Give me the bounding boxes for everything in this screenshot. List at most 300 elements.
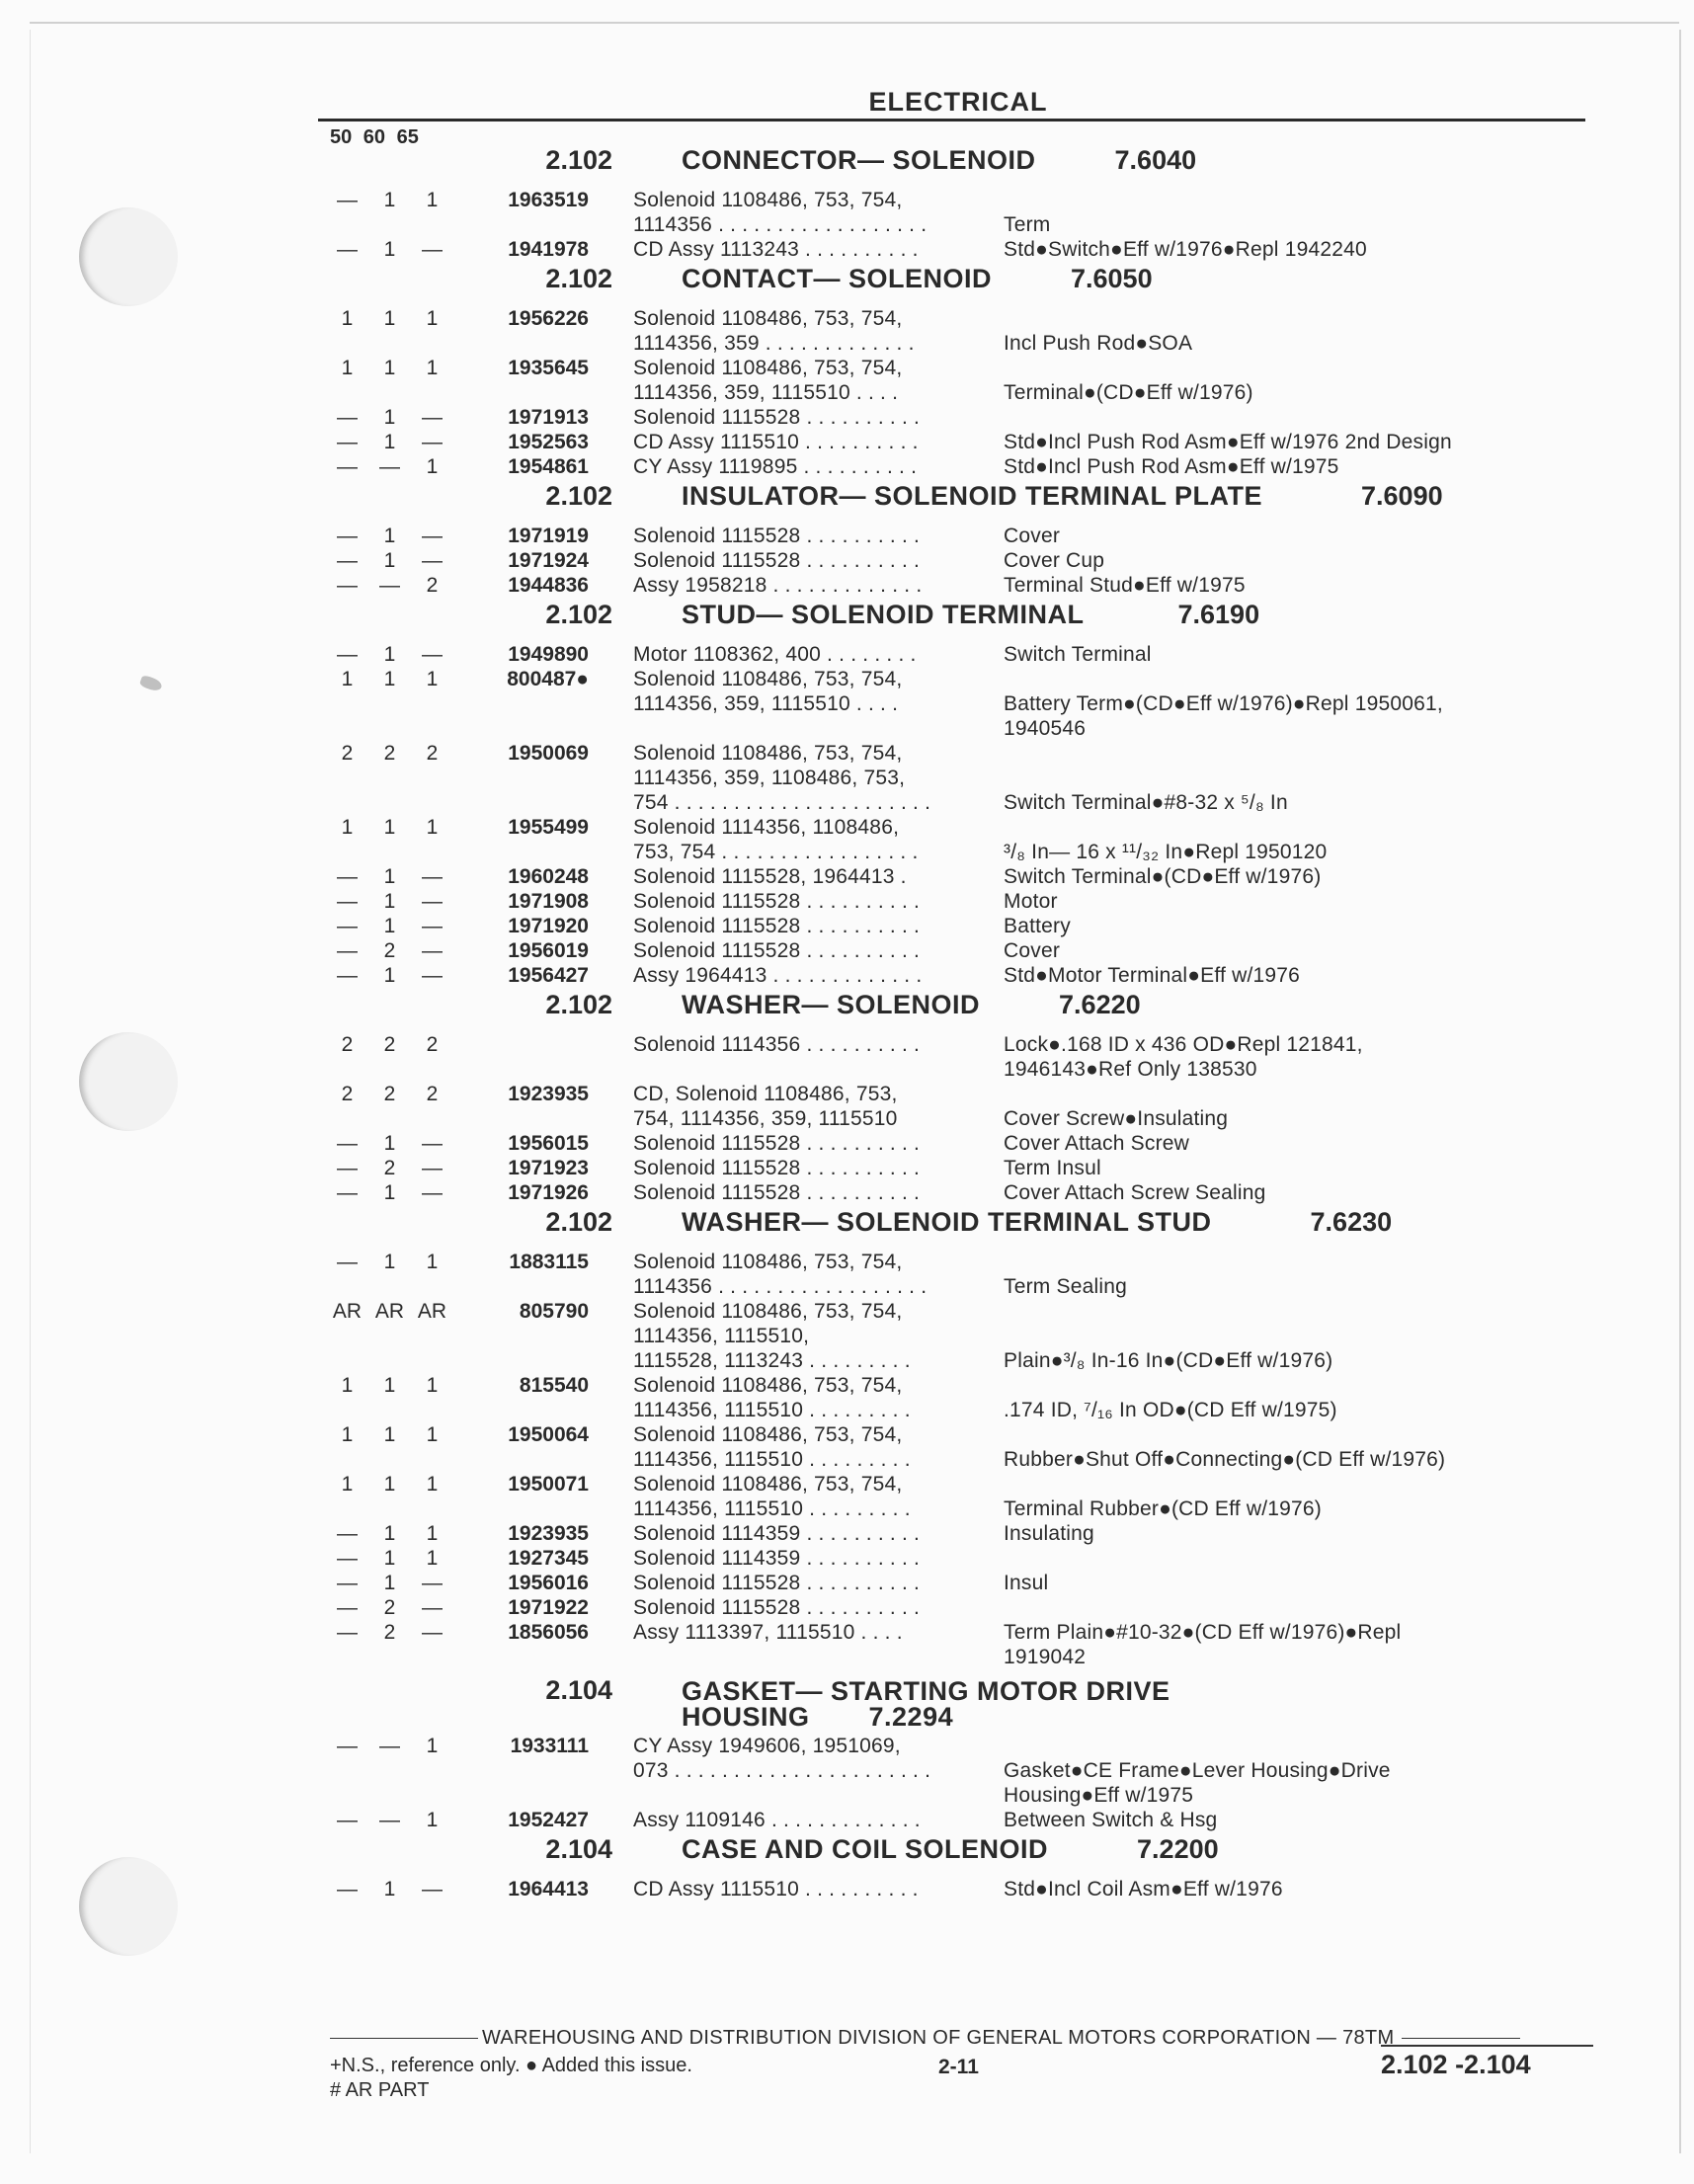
part-row [326, 1472, 1600, 1521]
part-notes: Insul [1004, 1572, 1049, 1594]
qty-1960: 1 [383, 525, 396, 547]
qty-1965: — [422, 890, 443, 913]
section-name: CONNECTOR— SOLENOID [682, 145, 1036, 175]
qty-1965: — [422, 1157, 443, 1179]
section-name-line: GASKET— STARTING MOTOR DRIVE [682, 1676, 1170, 1706]
part-row [326, 1422, 1600, 1472]
part-row [326, 454, 1600, 479]
part-usage: CD Assy 1115510 . . . . . . . . . . [633, 431, 919, 453]
part-row [326, 963, 1600, 988]
part-usage: CD Assy 1113243 . . . . . . . . . . [633, 238, 919, 261]
part-notes: Battery Term●(CD●Eff w/1976)●Repl 1950061, 1940546 [1004, 692, 1443, 740]
section-code: 2.104 [545, 1675, 612, 1705]
qty-1950: 2 [341, 1033, 354, 1056]
part-number: 1923935 [508, 1083, 589, 1105]
section-number: 7.6190 [1177, 600, 1260, 629]
section-code: 2.102 [545, 600, 612, 629]
part-number: 1960248 [508, 865, 589, 888]
qty-1950: 1 [341, 357, 354, 379]
part-notes: Cover Screw●Insulating [1004, 1107, 1229, 1130]
part-number: 1927345 [508, 1547, 589, 1570]
qty-1960: 1 [383, 1522, 396, 1545]
part-notes: Std●Motor Terminal●Eff w/1976 [1004, 964, 1301, 987]
part-usage: Solenoid 1108486, 753, 754, 1114356, 359, 1115510 . . . . [633, 357, 903, 404]
part-number: 1941978 [508, 238, 589, 261]
part-usage: Solenoid 1108486, 753, 754, 1114356, 359, 1115510 . . . . [633, 668, 903, 715]
part-usage: CY Assy 1949606, 1951069, 073 . . . . . . . . . . . . . . . . . . . . . . [633, 1735, 931, 1782]
qty-1950: 1 [341, 668, 354, 690]
qty-1965: 1 [426, 1522, 439, 1545]
qty-1965: — [422, 643, 443, 666]
qty-1960: 1 [383, 406, 396, 429]
qty-1960: 1 [383, 189, 396, 211]
qty-1965: — [422, 1621, 443, 1644]
part-usage: Solenoid 1114359 . . . . . . . . . . [633, 1547, 921, 1570]
footer-division-text: WAREHOUSING AND DISTRIBUTION DIVISION OF GENERAL MOTORS CORPORATION — 78TM [482, 2027, 1395, 2049]
part-notes: Terminal Stud●Eff w/1975 [1004, 574, 1246, 597]
part-usage: Solenoid 1115528 . . . . . . . . . . [633, 1157, 921, 1179]
section-name: STUD— SOLENOID TERMINAL [682, 600, 1085, 629]
part-row [326, 188, 1600, 237]
part-number: 1950069 [508, 742, 589, 765]
section-code: 2.102 [545, 990, 612, 1019]
part-usage: Solenoid 1115528 . . . . . . . . . . [633, 1572, 921, 1594]
part-usage: Solenoid 1108486, 753, 754, 1114356 . . . . . . . . . . . . . . . . . . [633, 1251, 928, 1298]
part-row [326, 1734, 1600, 1808]
part-row [326, 1082, 1600, 1131]
part-row [326, 1180, 1600, 1205]
qty-1960: 1 [383, 1473, 396, 1496]
part-usage: Solenoid 1108486, 753, 754, 1114356, 1115510 . . . . . . . . . [633, 1473, 911, 1520]
section-number: 7.6090 [1361, 481, 1443, 511]
qty-1950: — [337, 1547, 358, 1570]
part-number: 1971924 [508, 549, 589, 572]
qty-1960: 1 [383, 1374, 396, 1397]
qty-1960: 1 [383, 307, 396, 330]
qty-1960: 1 [383, 865, 396, 888]
qty-1965: — [422, 549, 443, 572]
part-usage: Solenoid 1115528 . . . . . . . . . . [633, 939, 921, 962]
part-notes: Plain●³/₈ In-16 In●(CD●Eff w/1976) [1004, 1349, 1333, 1372]
range-rule [1381, 2045, 1593, 2047]
catalog-section [326, 990, 1600, 1205]
qty-1965: 2 [426, 1033, 439, 1056]
part-row [326, 306, 1600, 356]
part-row [326, 1250, 1600, 1299]
part-number: 800487● [507, 668, 589, 690]
qty-1950: — [337, 1572, 358, 1594]
part-number: 1956016 [508, 1572, 589, 1594]
catalog-section [326, 264, 1600, 479]
part-row [326, 237, 1600, 262]
qty-1960: — [379, 1735, 400, 1757]
section-code: 2.102 [545, 264, 612, 293]
qty-1960: 2 [383, 1157, 396, 1179]
qty-1965: 1 [426, 668, 439, 690]
qty-1960: 1 [383, 1423, 396, 1446]
part-notes: Term Sealing [1004, 1275, 1127, 1298]
section-code: 2.104 [545, 1834, 612, 1864]
part-notes: Rubber●Shut Off●Connecting●(CD Eff w/1976) [1004, 1448, 1446, 1471]
qty-1965: 1 [426, 189, 439, 211]
part-number: 1923935 [508, 1522, 589, 1545]
qty-1965: 1 [426, 307, 439, 330]
part-usage: Solenoid 1114359 . . . . . . . . . . [633, 1522, 921, 1545]
part-notes: Cover Attach Screw Sealing [1004, 1181, 1266, 1204]
section-heading [326, 600, 1600, 642]
catalog-section [326, 1834, 1600, 1901]
qty-1950: — [337, 964, 358, 987]
qty-1960: — [379, 1809, 400, 1831]
part-number: 1964413 [508, 1878, 589, 1901]
part-row [326, 1521, 1600, 1546]
part-usage: Motor 1108362, 400 . . . . . . . . [633, 643, 917, 666]
part-row [326, 667, 1600, 741]
footer-rule-right [1402, 2038, 1520, 2039]
part-usage: Assy 1109146 . . . . . . . . . . . . . [633, 1809, 921, 1831]
part-row [326, 741, 1600, 815]
section-code: 2.102 [545, 481, 612, 511]
part-row [326, 405, 1600, 430]
qty-1950: — [337, 406, 358, 429]
part-usage: Solenoid 1115528 . . . . . . . . . . [633, 1132, 921, 1155]
part-usage: Solenoid 1115528 . . . . . . . . . . [633, 406, 921, 429]
section-name-line: HOUSING 7.2294 [682, 1702, 954, 1732]
qty-1950: — [337, 1809, 358, 1831]
qty-1960: 1 [383, 915, 396, 937]
qty-1965: 1 [426, 1374, 439, 1397]
part-usage: Solenoid 1108486, 753, 754, 1114356 . . . . . . . . . . . . . . . . . . [633, 189, 928, 236]
qty-1960: 1 [383, 238, 396, 261]
part-row [326, 1373, 1600, 1422]
part-row [326, 642, 1600, 667]
footer-division [330, 2027, 1520, 2050]
part-number: 1963519 [508, 189, 589, 211]
qty-1960: — [379, 455, 400, 478]
qty-1965: — [422, 1132, 443, 1155]
section-number: 7.6050 [1071, 264, 1153, 293]
part-notes: Cover Cup [1004, 549, 1105, 572]
qty-1965: — [422, 964, 443, 987]
qty-1965: — [422, 1181, 443, 1204]
qty-1950: — [337, 643, 358, 666]
model-year-column-heads: 50 60 65 [330, 126, 419, 148]
part-row [326, 914, 1600, 938]
qty-1950: — [337, 1181, 358, 1204]
part-usage: CD, Solenoid 1108486, 753, 754, 1114356, 359, 1115510 [633, 1083, 898, 1130]
qty-1965: 1 [426, 1547, 439, 1570]
part-usage: Solenoid 1115528 . . . . . . . . . . [633, 1181, 921, 1204]
part-notes: Std●Incl Coil Asm●Eff w/1976 [1004, 1878, 1283, 1901]
qty-1965: 1 [426, 816, 439, 839]
part-row [326, 524, 1600, 548]
section-heading [326, 990, 1600, 1032]
part-number: 1950064 [508, 1423, 589, 1446]
section-number: 7.6040 [1114, 145, 1197, 175]
part-row [326, 1595, 1600, 1620]
part-number: 1971920 [508, 915, 589, 937]
qty-1965: — [422, 431, 443, 453]
page-number: 2-11 [938, 2056, 979, 2078]
qty-1960: 1 [383, 1878, 396, 1901]
part-row [326, 356, 1600, 405]
section-number: 7.6220 [1059, 990, 1141, 1019]
qty-1950: 2 [341, 1083, 354, 1105]
qty-1965: — [422, 525, 443, 547]
part-usage: Solenoid 1108486, 753, 754, 1114356, 1115510 . . . . . . . . . [633, 1423, 911, 1471]
part-number: 1956427 [508, 964, 589, 987]
part-notes: Term Insul [1004, 1157, 1101, 1179]
part-number: 1971919 [508, 525, 589, 547]
qty-1960: 1 [383, 549, 396, 572]
section-range: 2.102 -2.104 [1381, 2050, 1531, 2079]
qty-1950: 1 [341, 307, 354, 330]
qty-1950: — [337, 1132, 358, 1155]
qty-1960: 1 [383, 1572, 396, 1594]
qty-1965: — [422, 1596, 443, 1619]
part-number: 1971923 [508, 1157, 589, 1179]
section-code: 2.102 [545, 1207, 612, 1237]
part-notes: Incl Push Rod●SOA [1004, 332, 1193, 355]
catalog-section [326, 600, 1600, 988]
part-number: 815540 [519, 1374, 589, 1397]
qty-1960: 2 [383, 1621, 396, 1644]
qty-1965: 1 [426, 1251, 439, 1273]
section-code: 2.102 [545, 145, 612, 175]
qty-1950: — [337, 574, 358, 597]
part-usage: Solenoid 1114356 . . . . . . . . . . [633, 1033, 921, 1056]
catalog-section [326, 481, 1600, 598]
page-title: ELECTRICAL [868, 87, 1048, 117]
part-notes: Between Switch & Hsg [1004, 1809, 1218, 1831]
qty-1960: 1 [383, 1251, 396, 1273]
part-usage: Solenoid 1108486, 753, 754, 1114356, 1115510 . . . . . . . . . [633, 1374, 911, 1421]
part-usage: Solenoid 1115528 . . . . . . . . . . [633, 915, 921, 937]
qty-1950: AR [332, 1300, 363, 1323]
part-number: 1954861 [508, 455, 589, 478]
part-row [326, 1299, 1600, 1373]
qty-1950: — [337, 431, 358, 453]
part-notes: .174 ID, ⁷/₁₆ In OD●(CD Eff w/1975) [1004, 1399, 1337, 1421]
qty-1950: — [337, 915, 358, 937]
part-number: 805790 [519, 1300, 589, 1323]
part-row [326, 1877, 1600, 1901]
part-usage: Solenoid 1115528 . . . . . . . . . . [633, 1596, 921, 1619]
section-number: 7.2200 [1137, 1834, 1219, 1864]
qty-1950: — [337, 189, 358, 211]
part-row [326, 573, 1600, 598]
part-usage: Solenoid 1115528, 1964413 . [633, 865, 907, 888]
section-heading [326, 481, 1600, 524]
qty-1950: 1 [341, 1473, 354, 1496]
qty-1950: 1 [341, 1374, 354, 1397]
part-row [326, 1131, 1600, 1156]
part-number: 1956226 [508, 307, 589, 330]
qty-1960: 2 [383, 1033, 396, 1056]
part-row [326, 1156, 1600, 1180]
qty-1960: 2 [383, 1596, 396, 1619]
part-row [326, 1571, 1600, 1595]
section-heading [326, 1834, 1600, 1877]
part-usage: Assy 1113397, 1115510 . . . . [633, 1621, 903, 1644]
qty-1950: — [337, 238, 358, 261]
qty-1965: 1 [426, 357, 439, 379]
qty-1950: — [337, 1735, 358, 1757]
qty-1950: — [337, 1621, 358, 1644]
qty-1960: 1 [383, 890, 396, 913]
qty-1965: — [422, 865, 443, 888]
part-number: 1856056 [508, 1621, 589, 1644]
part-notes: Switch Terminal●#8-32 x ⁵/₈ In [1004, 791, 1288, 814]
section-number: 7.2294 [868, 1702, 954, 1732]
qty-1965: — [422, 406, 443, 429]
qty-1950: 1 [341, 816, 354, 839]
part-row [326, 1032, 1600, 1082]
qty-1960: 1 [383, 1181, 396, 1204]
part-notes: Cover Attach Screw [1004, 1132, 1190, 1155]
part-notes: Cover [1004, 939, 1061, 962]
part-notes: Motor [1004, 890, 1058, 913]
part-notes: Term Plain●#10-32●(CD Eff w/1976)●Repl 1919042 [1004, 1621, 1402, 1668]
qty-1950: — [337, 1596, 358, 1619]
qty-1960: 2 [383, 1083, 396, 1105]
section-heading [326, 1207, 1600, 1250]
qty-1950: — [337, 865, 358, 888]
qty-1965: 1 [426, 1809, 439, 1831]
qty-1965: 1 [426, 1473, 439, 1496]
part-number: 1971926 [508, 1181, 589, 1204]
part-notes: Std●Incl Push Rod Asm●Eff w/1975 [1004, 455, 1339, 478]
part-notes: Term [1004, 213, 1051, 236]
qty-1950: — [337, 890, 358, 913]
page-edge-left [30, 30, 31, 2153]
part-usage: Assy 1964413 . . . . . . . . . . . . . [633, 964, 923, 987]
part-notes: Lock●.168 ID x 436 OD●Repl 121841, 1946143●Ref Only 138530 [1004, 1033, 1363, 1081]
qty-1960: 2 [383, 742, 396, 765]
section-name: WASHER— SOLENOID [682, 990, 981, 1019]
qty-1960: 2 [383, 939, 396, 962]
qty-1965: 2 [426, 742, 439, 765]
part-row [326, 889, 1600, 914]
part-notes: Terminal●(CD●Eff w/1976) [1004, 381, 1253, 404]
qty-1960: 1 [383, 816, 396, 839]
part-usage: CY Assy 1119895 . . . . . . . . . . [633, 455, 918, 478]
catalog-section [326, 1674, 1600, 1832]
binder-hole-bottom [79, 1857, 178, 1956]
part-number: 1956019 [508, 939, 589, 962]
section-name: WASHER— SOLENOID TERMINAL STUD [682, 1207, 1212, 1237]
part-number: 1883115 [509, 1251, 589, 1273]
part-notes: Terminal Rubber●(CD Eff w/1976) [1004, 1497, 1322, 1520]
qty-1960: — [379, 574, 400, 597]
footnote-ar-part: # AR PART [330, 2079, 430, 2101]
part-number: 1971922 [508, 1596, 589, 1619]
section-name: INSULATOR— SOLENOID TERMINAL PLATE [682, 481, 1263, 511]
part-notes: Std●Incl Push Rod Asm●Eff w/1976 2nd Design [1004, 431, 1452, 453]
part-notes: ³/₈ In— 16 x ¹¹/₃₂ In●Repl 1950120 [1004, 841, 1328, 863]
footnote-reference: +N.S., reference only. ● Added this issue. [330, 2055, 692, 2076]
stray-mark [139, 675, 164, 693]
qty-1950: — [337, 549, 358, 572]
part-row [326, 1546, 1600, 1571]
qty-1950: — [337, 939, 358, 962]
qty-1965: 2 [426, 1083, 439, 1105]
part-number: 1955499 [508, 816, 589, 839]
part-number: 1944836 [508, 574, 589, 597]
parts-catalog [326, 145, 1600, 1901]
qty-1950: — [337, 455, 358, 478]
section-heading [326, 1674, 1600, 1734]
part-notes: Gasket●CE Frame●Lever Housing●Drive Housing●Eff w/1975 [1004, 1759, 1391, 1807]
catalog-section [326, 145, 1600, 262]
qty-1950: — [337, 525, 358, 547]
part-number: 1950071 [508, 1473, 589, 1496]
part-number: 1971908 [508, 890, 589, 913]
section-name: CONTACT— SOLENOID [682, 264, 992, 293]
part-number: 1949890 [508, 643, 589, 666]
part-number: 1935645 [508, 357, 589, 379]
section-number: 7.6230 [1310, 1207, 1393, 1237]
qty-1965: — [422, 915, 443, 937]
part-number: 1933111 [510, 1735, 589, 1757]
qty-1965: 1 [426, 1423, 439, 1446]
qty-1950: 1 [341, 1423, 354, 1446]
part-row [326, 1620, 1600, 1669]
section-heading [326, 145, 1600, 188]
qty-1965: — [422, 238, 443, 261]
part-usage: Assy 1958218 . . . . . . . . . . . . . [633, 574, 923, 597]
qty-1960: AR [374, 1300, 405, 1323]
qty-1950: — [337, 1522, 358, 1545]
part-number: 1971913 [508, 406, 589, 429]
part-row [326, 938, 1600, 963]
qty-1965: 2 [426, 574, 439, 597]
part-notes: Insulating [1004, 1522, 1094, 1545]
section-name [682, 1678, 1170, 1730]
qty-1950: — [337, 1157, 358, 1179]
page-edge-top [30, 22, 1679, 24]
qty-1960: 1 [383, 964, 396, 987]
part-usage: Solenoid 1108486, 753, 754, 1114356, 359, 1108486, 753, 754 . . . . . . . . . . . . . . . . . . . . . . [633, 742, 931, 814]
part-number: 1952427 [508, 1809, 589, 1831]
qty-1965: — [422, 939, 443, 962]
part-usage: Solenoid 1115528 . . . . . . . . . . [633, 525, 921, 547]
part-usage: CD Assy 1115510 . . . . . . . . . . [633, 1878, 919, 1901]
section-heading [326, 264, 1600, 306]
binder-hole-top [79, 207, 178, 306]
qty-1960: 1 [383, 643, 396, 666]
qty-1950: — [337, 1251, 358, 1273]
binder-hole-middle [79, 1032, 178, 1131]
part-usage: Solenoid 1114356, 1108486, 753, 754 . . . . . . . . . . . . . . . . . [633, 816, 919, 863]
qty-1965: 1 [426, 1735, 439, 1757]
part-number: 1952563 [508, 431, 589, 453]
part-row [326, 1808, 1600, 1832]
part-notes: Battery [1004, 915, 1071, 937]
part-notes: Switch Terminal [1004, 643, 1152, 666]
qty-1950: — [337, 1878, 358, 1901]
qty-1965: — [422, 1878, 443, 1901]
part-usage: Solenoid 1108486, 753, 754, 1114356, 1115510, 1115528, 1113243 . . . . . . . . . [633, 1300, 911, 1372]
qty-1960: 1 [383, 1132, 396, 1155]
page-edge-right [1679, 30, 1681, 2153]
qty-1960: 1 [383, 1547, 396, 1570]
qty-1960: 1 [383, 431, 396, 453]
part-number: 1956015 [508, 1132, 589, 1155]
qty-1960: 1 [383, 357, 396, 379]
part-usage: Solenoid 1108486, 753, 754, 1114356, 359 . . . . . . . . . . . . . [633, 307, 915, 355]
qty-1965: AR [417, 1300, 447, 1323]
